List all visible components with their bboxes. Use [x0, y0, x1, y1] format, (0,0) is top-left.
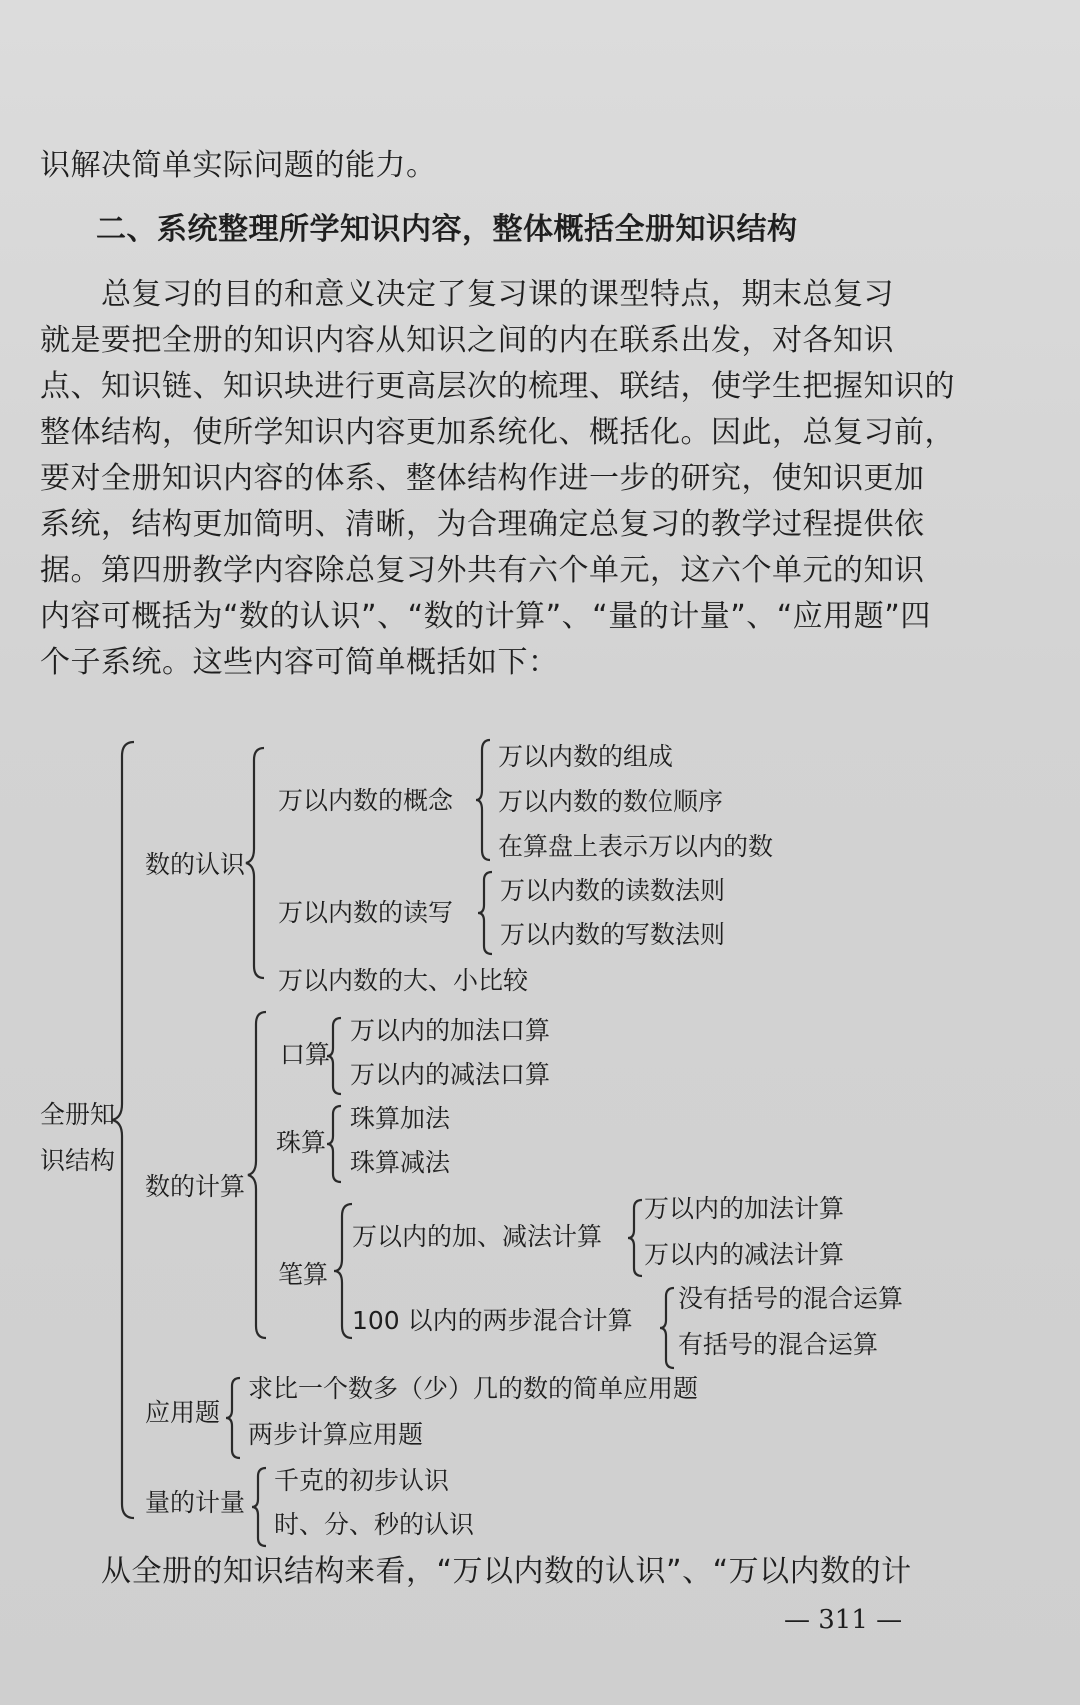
node-yingyongti: 应用题	[145, 1398, 221, 1427]
node-hunhe: 100 以内的两步混合计算	[352, 1306, 633, 1335]
leaf-item: 万以内数的数位顺序	[498, 787, 724, 816]
paragraph-line: 要对全册知识内容的体系、整体结构作进一步的研究，使知识更加	[40, 461, 925, 496]
leaf-item: 在算盘上表示万以内的数	[498, 832, 774, 861]
paragraph-line: 整体结构，使所学知识内容更加系统化、概括化。因此，总复习前，	[40, 415, 955, 450]
brace-jiliang	[250, 1466, 270, 1548]
leaf-item: 万以内数的读数法则	[500, 876, 726, 905]
node-jiliang: 量的计量	[145, 1488, 246, 1517]
node-bijiao: 万以内数的大、小比较	[278, 966, 529, 995]
node-shuderenshi: 数的认识	[145, 850, 246, 879]
brace-gainian	[474, 738, 494, 862]
leaf-item: 时、分、秒的认识	[274, 1510, 475, 1539]
leaf-item: 求比一个数多（少）几的数的简单应用题	[248, 1374, 699, 1403]
leaf-item: 珠算加法	[350, 1104, 451, 1133]
node-jiajian: 万以内的加、减法计算	[352, 1222, 603, 1251]
leaf-item: 珠算减法	[350, 1148, 451, 1177]
node-zhusuan: 珠算	[276, 1128, 327, 1157]
node-duxie: 万以内数的读写	[278, 898, 454, 927]
brace-jiajian	[626, 1198, 646, 1278]
leaf-item: 两步计算应用题	[248, 1420, 424, 1449]
node-root: 识结构	[40, 1146, 116, 1175]
brace-jisuan	[246, 1010, 270, 1340]
node-gainian: 万以内数的概念	[278, 786, 454, 815]
leaf-item: 万以内的减法计算	[644, 1240, 845, 1269]
node-bisuan: 笔算	[278, 1260, 329, 1289]
section-heading: 二、系统整理所学知识内容，整体概括全册知识结构	[96, 212, 798, 247]
node-root: 全册知	[40, 1100, 116, 1129]
brace-root	[110, 740, 140, 1520]
paragraph-line: 据。第四册教学内容除总复习外共有六个单元，这六个单元的知识	[40, 553, 925, 588]
page-number: — 311 —	[784, 1605, 903, 1635]
paragraph-line: 点、知识链、知识块进行更高层次的梳理、联结，使学生把握知识的	[40, 369, 955, 404]
leaf-item: 没有括号的混合运算	[678, 1284, 904, 1313]
brace-shuderenshi	[244, 746, 268, 980]
brace-duxie	[476, 870, 496, 956]
brace-hunhe	[658, 1286, 678, 1370]
paragraph-line: 内容可概括为“数的认识”、“数的计算”、“量的计量”、“应用题”四	[40, 599, 931, 634]
leaf-item: 万以内数的组成	[498, 742, 674, 771]
leaf-item: 万以内的减法口算	[350, 1060, 551, 1089]
leaf-item: 有括号的混合运算	[678, 1330, 879, 1359]
text-line-top: 识解决简单实际问题的能力。	[40, 148, 437, 183]
node-jisuan: 数的计算	[145, 1172, 246, 1201]
paragraph-line: 系统，结构更加简明、清晰，为合理确定总复习的教学过程提供依	[40, 507, 925, 542]
paragraph-line: 个子系统。这些内容可简单概括如下：	[40, 645, 559, 680]
brace-yingyongti	[224, 1376, 244, 1460]
node-kousuan: 口算	[280, 1040, 331, 1069]
brace-zhusuan	[325, 1104, 345, 1184]
paragraph-line: 总复习的目的和意义决定了复习课的课型特点，期末总复习	[40, 277, 894, 312]
leaf-item: 万以内的加法口算	[350, 1016, 551, 1045]
paragraph-line: 就是要把全册的知识内容从知识之间的内在联系出发，对各知识	[40, 323, 894, 358]
leaf-item: 万以内数的写数法则	[500, 920, 726, 949]
leaf-item: 万以内的加法计算	[644, 1194, 845, 1223]
text-line-bottom: 从全册的知识结构来看，“万以内数的认识”、“万以内数的计	[40, 1554, 912, 1589]
leaf-item: 千克的初步认识	[274, 1466, 450, 1495]
